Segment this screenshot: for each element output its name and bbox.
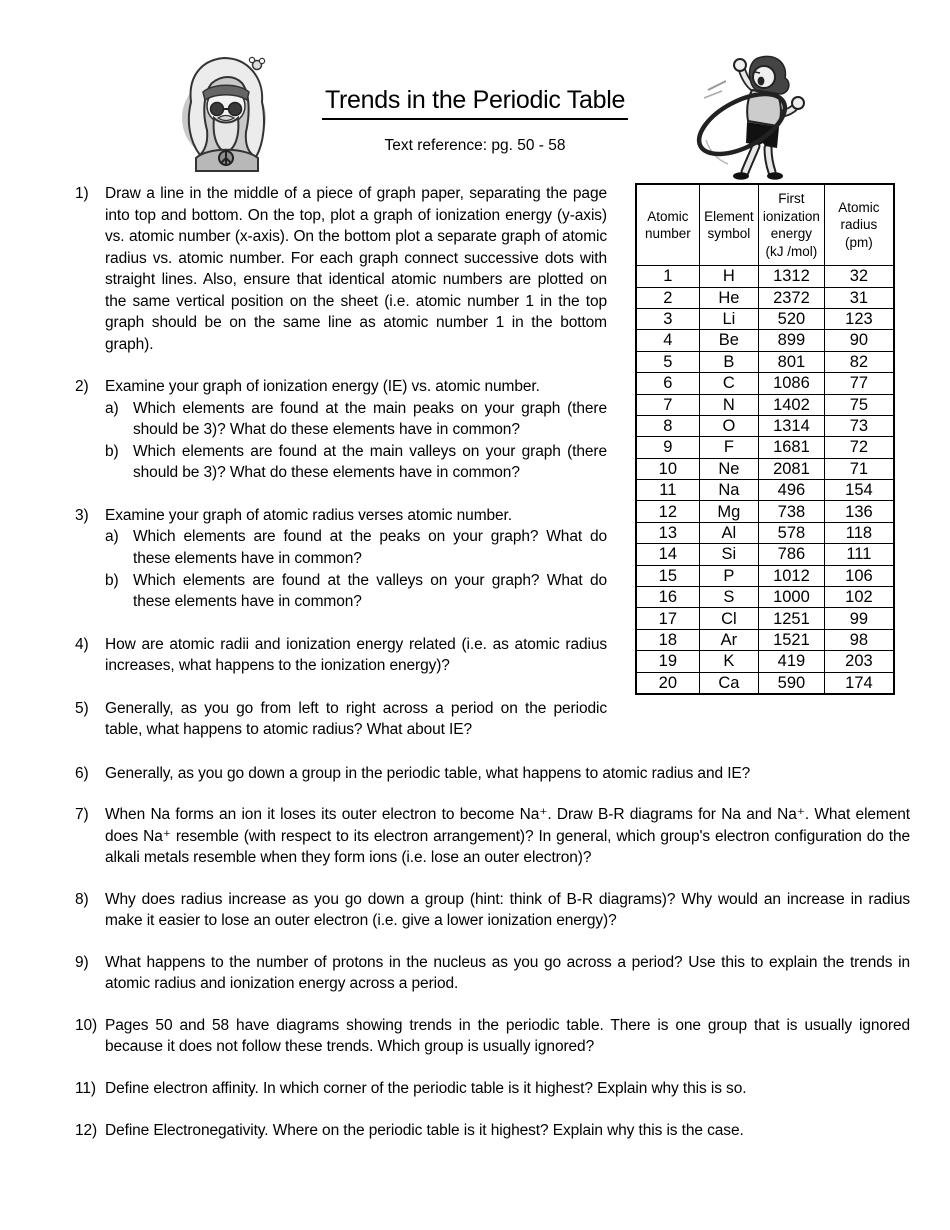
table-cell: Al xyxy=(699,522,758,543)
table-cell: 10 xyxy=(636,458,699,479)
question-body xyxy=(105,376,607,484)
subitem-text: Which elements are found at the peaks on your graph? What do these elements have in common? xyxy=(133,528,607,567)
table-cell: 17 xyxy=(636,608,699,629)
table-row xyxy=(636,544,894,565)
table-cell: O xyxy=(699,415,758,436)
table-cell: 3 xyxy=(636,308,699,329)
question-item xyxy=(75,804,910,869)
question-item xyxy=(75,505,607,613)
table-cell: 31 xyxy=(824,287,894,308)
table-cell: 1681 xyxy=(759,437,825,458)
table-header-cell: Atomic number xyxy=(636,184,699,266)
question-item xyxy=(75,376,607,484)
table-cell: He xyxy=(699,287,758,308)
question-subitem xyxy=(105,441,607,484)
table-cell: Na xyxy=(699,480,758,501)
table-cell: 111 xyxy=(824,544,894,565)
table-cell: 13 xyxy=(636,522,699,543)
table-cell: N xyxy=(699,394,758,415)
table-cell: 2372 xyxy=(759,287,825,308)
table-cell: 9 xyxy=(636,437,699,458)
table-cell: 496 xyxy=(759,480,825,501)
table-cell: 11 xyxy=(636,480,699,501)
subitem-marker: a) xyxy=(105,528,119,546)
table-cell: 72 xyxy=(824,437,894,458)
table-cell: 71 xyxy=(824,458,894,479)
question-body xyxy=(105,505,607,613)
table-row xyxy=(636,608,894,629)
table-row xyxy=(636,480,894,501)
table-cell: 15 xyxy=(636,565,699,586)
table-cell: 14 xyxy=(636,544,699,565)
table-cell: Cl xyxy=(699,608,758,629)
table-row xyxy=(636,522,894,543)
table-cell: 520 xyxy=(759,308,825,329)
page-subtitle: Text reference: pg. 50 - 58 xyxy=(384,137,566,154)
table-cell: Li xyxy=(699,308,758,329)
question-item xyxy=(75,952,910,995)
table-cell: 2081 xyxy=(759,458,825,479)
table-cell: C xyxy=(699,373,758,394)
question-number: 2) xyxy=(75,378,89,396)
table-cell: 123 xyxy=(824,308,894,329)
table-cell: 578 xyxy=(759,522,825,543)
table-cell: Ar xyxy=(699,629,758,650)
table-row xyxy=(636,308,894,329)
table-row xyxy=(636,415,894,436)
table-header-cell: Atomic radius (pm) xyxy=(824,184,894,266)
question-body xyxy=(105,1120,910,1142)
hula-hoop-girl-icon xyxy=(690,50,810,182)
question-subitem xyxy=(105,526,607,569)
periodic-table-body xyxy=(636,266,894,694)
question-text: Generally, as you go down a group in the periodic table, what happens to atomic radius and IE? xyxy=(105,764,751,782)
table-cell: F xyxy=(699,437,758,458)
table-row xyxy=(636,651,894,672)
table-cell: 82 xyxy=(824,351,894,372)
table-cell: 2 xyxy=(636,287,699,308)
page-header xyxy=(0,0,950,178)
question-number: 11) xyxy=(75,1080,96,1097)
question-item xyxy=(75,763,910,785)
table-cell: 899 xyxy=(759,330,825,351)
table-cell: 4 xyxy=(636,330,699,351)
question-item xyxy=(75,1120,910,1142)
table-cell: 154 xyxy=(824,480,894,501)
subitem-text: Which elements are found at the valleys on your graph? What do these elements have in common? xyxy=(133,571,607,611)
table-header-cell: First ionization energy (kJ /mol) xyxy=(759,184,825,266)
page-title: Trends in the Periodic Table xyxy=(322,86,628,120)
table-cell: 203 xyxy=(824,651,894,672)
question-number: 6) xyxy=(75,764,89,782)
question-body xyxy=(105,183,607,355)
table-cell: 8 xyxy=(636,415,699,436)
question-text: Draw a line in the middle of a piece of graph paper, separating the page into top and bottom. On the top, plot a graph of ionization energy (y-axis) vs. atomic number (x-axis). On the bottom plot a separate graph of atomic radius vs. atomic number. For each graph connect successive dots with straight lines. Also, ensure that identical atomic numbers are plotted on the same vertical position on the sheet (i.e. atomic number 1 in the top graph should be on the same line as atomic number 1 in the bottom graph). xyxy=(105,185,607,353)
subitem-marker: b) xyxy=(105,442,119,460)
questions-full-width xyxy=(75,763,910,1141)
table-cell: Ca xyxy=(699,672,758,694)
table-cell: 1012 xyxy=(759,565,825,586)
table-cell: 32 xyxy=(824,266,894,287)
subitem-marker: a) xyxy=(105,399,119,417)
table-row xyxy=(636,437,894,458)
table-cell: 106 xyxy=(824,565,894,586)
question-text: Why does radius increase as you go down a group (hint: think of B-R diagrams)? Why would an increase in radius make it easier to lose an outer electron (i.e. give a lower ionization energy)? xyxy=(105,890,910,930)
table-cell: 7 xyxy=(636,394,699,415)
table-cell: 786 xyxy=(759,544,825,565)
table-header-cell: Element symbol xyxy=(699,184,758,266)
question-item xyxy=(75,183,607,355)
subitem-text: Which elements are found at the main peaks on your graph (there should be 3)? What do these elements have in common? xyxy=(133,399,607,439)
table-cell: 738 xyxy=(759,501,825,522)
question-text: What happens to the number of protons in the nucleus as you go across a period? Use this to explain the trends in atomic radius and ionization energy across a period. xyxy=(105,953,910,993)
table-row xyxy=(636,266,894,287)
table-cell: 102 xyxy=(824,587,894,608)
question-item xyxy=(75,889,910,932)
table-cell: 1521 xyxy=(759,629,825,650)
table-cell: 98 xyxy=(824,629,894,650)
table-cell: 20 xyxy=(636,672,699,694)
question-item xyxy=(75,1078,910,1100)
table-cell: P xyxy=(699,565,758,586)
table-cell: 419 xyxy=(759,651,825,672)
table-cell: 1 xyxy=(636,266,699,287)
table-cell: 1314 xyxy=(759,415,825,436)
question-text: Pages 50 and 58 have diagrams showing trends in the periodic table. There is one group that is usually ignored because it does not follow these trends. Which group is usually ignored? xyxy=(105,1016,910,1056)
question-number: 10) xyxy=(75,1016,98,1034)
element-data-table-container xyxy=(635,183,895,695)
table-cell: 1251 xyxy=(759,608,825,629)
question-text: Examine your graph of ionization energy (IE) vs. atomic number. xyxy=(105,378,540,396)
table-cell: 1086 xyxy=(759,373,825,394)
question-body xyxy=(105,889,910,932)
table-row xyxy=(636,629,894,650)
table-cell: Mg xyxy=(699,501,758,522)
table-row xyxy=(636,501,894,522)
question-number: 1) xyxy=(75,185,89,202)
table-cell: 75 xyxy=(824,394,894,415)
question-body xyxy=(105,698,607,741)
table-row xyxy=(636,330,894,351)
table-row xyxy=(636,587,894,608)
table-row xyxy=(636,672,894,694)
question-item xyxy=(75,1015,910,1058)
table-row xyxy=(636,394,894,415)
question-number: 12) xyxy=(75,1121,98,1139)
table-cell: 18 xyxy=(636,629,699,650)
table-cell: 99 xyxy=(824,608,894,629)
table-cell: Ne xyxy=(699,458,758,479)
table-cell: 136 xyxy=(824,501,894,522)
table-cell: 90 xyxy=(824,330,894,351)
table-cell: K xyxy=(699,651,758,672)
table-cell: 1312 xyxy=(759,266,825,287)
question-item xyxy=(75,634,607,677)
question-subitem xyxy=(105,398,607,441)
table-row xyxy=(636,458,894,479)
worksheet-content xyxy=(0,178,950,1141)
table-cell: B xyxy=(699,351,758,372)
question-body xyxy=(105,804,910,869)
table-cell: 77 xyxy=(824,373,894,394)
table-row xyxy=(636,351,894,372)
hula-hoop-girl-illustration xyxy=(690,50,810,187)
question-text: Examine your graph of atomic radius verses atomic number. xyxy=(105,506,512,524)
table-cell: S xyxy=(699,587,758,608)
question-text: Define electron affinity. In which corner of the periodic table is it highest? Explain why this is so. xyxy=(105,1080,747,1097)
element-data-table xyxy=(635,183,895,695)
table-cell: 12 xyxy=(636,501,699,522)
table-cell: Si xyxy=(699,544,758,565)
question-text: When Na forms an ion it loses its outer electron to become Na⁺. Draw B-R diagrams for Na and Na⁺. What element does Na⁺ resemble (with respect to its electron arrangement)? In general, which group's electron configuration do the alkali metals resemble when they form ions (i.e. lose an outer electron)? xyxy=(105,806,910,867)
subitem-text: Which elements are found at the main valleys on your graph (there should be 3)? What do these elements have in common? xyxy=(133,442,607,482)
table-cell: 590 xyxy=(759,672,825,694)
table-cell: 6 xyxy=(636,373,699,394)
question-number: 4) xyxy=(75,635,89,653)
table-cell: Be xyxy=(699,330,758,351)
table-row xyxy=(636,373,894,394)
question-number: 3) xyxy=(75,506,89,524)
question-number: 9) xyxy=(75,953,89,971)
table-cell: 1402 xyxy=(759,394,825,415)
question-subitem xyxy=(105,570,607,613)
question-text: How are atomic radii and ionization energy related (i.e. as atomic radius increases, what happens to the ionization energy)? xyxy=(105,635,607,675)
question-text: Define Electronegativity. Where on the periodic table is it highest? Explain why this is the case. xyxy=(105,1121,744,1139)
questions-left-column xyxy=(75,183,607,762)
question-number: 5) xyxy=(75,699,89,717)
table-cell: 1000 xyxy=(759,587,825,608)
question-text: Generally, as you go from left to right across a period on the periodic table, what happens to atomic radius? What about IE? xyxy=(105,699,607,739)
table-cell: 174 xyxy=(824,672,894,694)
question-item xyxy=(75,698,607,741)
table-cell: 16 xyxy=(636,587,699,608)
question-number: 8) xyxy=(75,890,89,908)
table-cell: 5 xyxy=(636,351,699,372)
table-cell: 19 xyxy=(636,651,699,672)
table-cell: H xyxy=(699,266,758,287)
subitem-marker: b) xyxy=(105,571,119,589)
table-cell: 801 xyxy=(759,351,825,372)
question-body xyxy=(105,634,607,677)
question-body xyxy=(105,1015,910,1058)
table-header-row xyxy=(636,184,894,266)
table-row xyxy=(636,287,894,308)
question-body xyxy=(105,1078,910,1100)
question-number: 7) xyxy=(75,806,89,824)
question-body xyxy=(105,763,910,785)
table-cell: 118 xyxy=(824,522,894,543)
table-cell: 73 xyxy=(824,415,894,436)
table-row xyxy=(636,565,894,586)
question-body xyxy=(105,952,910,995)
